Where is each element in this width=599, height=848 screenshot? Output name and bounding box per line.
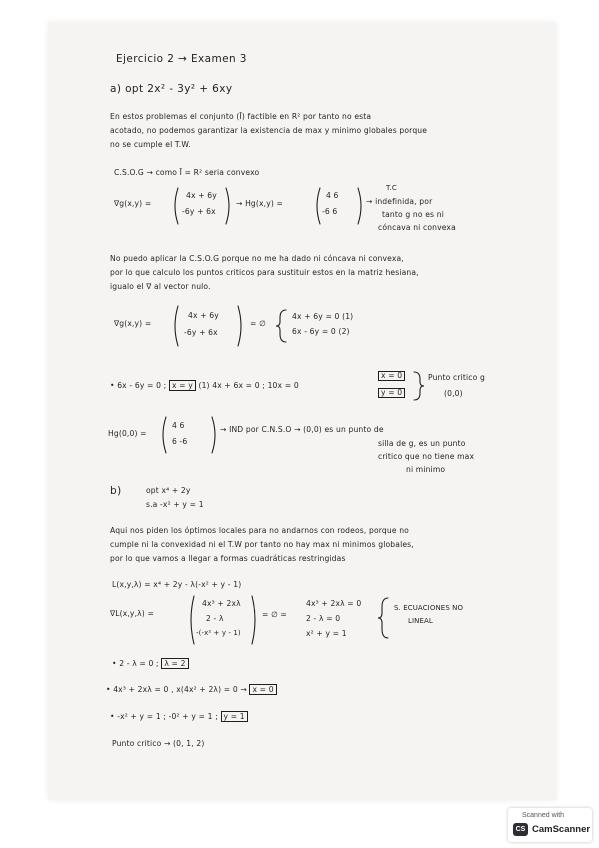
hg-result-2: silla de g, es un punto xyxy=(378,439,466,448)
part-b-para-3: por lo que vamos a llegar a formas cuadráticas restringidas xyxy=(110,554,346,563)
gradient2-equals-zero: = ∅ xyxy=(250,319,266,328)
exercise-title: Ejercicio 2 → Examen 3 xyxy=(116,53,247,65)
indefinite-note-3: cóncava ni convexa xyxy=(378,223,456,232)
system-brace xyxy=(276,308,290,344)
step-3 xyxy=(110,713,248,721)
tc-note: T.C xyxy=(386,184,397,192)
intro-line-1: En estos problemas el conjunto (Ī) factible en R² por tanto no esta xyxy=(110,112,372,121)
para2-line-1: No puedo aplicar la C.S.O.G porque no me ha dado ni cóncava ni convexa, xyxy=(110,254,404,263)
hg-result-4: ni minimo xyxy=(406,465,446,474)
critical-point-brace xyxy=(414,370,428,402)
hg-result-1: → IND por C.N.S.O → (0,0) es un punto de xyxy=(220,425,384,434)
gradient2-label: ∇g(x,y) = xyxy=(114,319,152,328)
scanned-page xyxy=(48,22,556,800)
gradient2-row-2: -6y + 6x xyxy=(184,328,218,337)
part-b-constraint: s.a -x² + y = 1 xyxy=(146,500,204,509)
gradient-row-2: -6y + 6x xyxy=(182,207,216,216)
equation-1: 4x + 6y = 0 (1) xyxy=(292,312,354,321)
step-1 xyxy=(112,660,189,668)
para2-line-3: igualo el ∇ al vector nulo. xyxy=(110,282,211,291)
part-b-para-2: cumple ni la convexidad ni el T.W por tanto no hay max ni minimos globales, xyxy=(110,540,414,549)
step-1-box: λ = 2 xyxy=(161,658,188,669)
intro-line-2: acotado, no podemos garantizar la existencia de max y minimo globales porque xyxy=(110,126,428,135)
gradient-label: ∇g(x,y) = xyxy=(114,199,152,208)
lagrangian-gradient-row-3: -(-x² + y - 1) xyxy=(196,629,241,637)
lagrangian: L(x,y,λ) = x⁴ + 2y - λ(-x² + y - 1) xyxy=(112,580,242,589)
critical-point-value: (0,0) xyxy=(444,389,463,398)
camscanner-logo-icon: CS xyxy=(513,823,528,836)
system-eq-1: 4x³ + 2xλ = 0 xyxy=(306,599,362,608)
step-2 xyxy=(106,686,277,694)
gradient-row-1: 4x + 6y xyxy=(186,191,217,200)
solve-box-x-eq-0: x = 0 xyxy=(378,371,405,381)
indefinite-note-2: tanto g no es ni xyxy=(382,210,444,219)
system-eq-3: x² + y = 1 xyxy=(306,629,347,638)
hessian-row-1: 4 6 xyxy=(326,191,339,200)
camscanner-brand: CamScanner xyxy=(532,824,591,835)
hessian-row-2: -6 6 xyxy=(322,207,338,216)
lagrangian-gradient-label: ∇L(x,y,λ) = xyxy=(110,609,154,618)
para2-line-2: por lo que calculo los puntos criticos para sustituir estos en la matriz hesiana, xyxy=(110,268,419,277)
solve-line xyxy=(110,382,299,390)
gradient2-row-1: 4x + 6y xyxy=(188,311,219,320)
csog-line: C.S.O.G → como Ī = R² seria convexo xyxy=(114,168,260,177)
part-b-para-1: Aqui nos piden los óptimos locales para no andarnos con rodeos, porque no xyxy=(110,526,409,535)
part-b-objective: opt x⁴ + 2y xyxy=(146,486,191,495)
hessian-brackets xyxy=(314,186,364,226)
hg-result-3: critico que no tiene max xyxy=(378,452,475,461)
intro-line-3: no se cumple el T.W. xyxy=(110,140,191,149)
step-3-text: • -x² + y = 1 ; -0² + y = 1 ; xyxy=(110,712,218,721)
step-3-box: y = 1 xyxy=(221,711,248,722)
lagrangian-gradient-row-1: 4x³ + 2xλ xyxy=(202,599,241,608)
solve-text-1: • 6x - 6y = 0 ; xyxy=(110,381,167,390)
system-note-2: LINEAL xyxy=(408,617,433,625)
system-note-1: S. ECUACIONES NO xyxy=(394,604,464,612)
scanned-with-text: Scanned with xyxy=(522,812,565,819)
hessian-label: → Hg(x,y) = xyxy=(236,199,284,208)
critical-point-label: Punto critico g xyxy=(428,373,485,382)
indefinite-note-1: → indefinida, por xyxy=(366,197,433,206)
lagrangian-equals-zero: = ∅ = xyxy=(262,610,287,619)
solve-text-2: (1) 4x + 6x = 0 ; 10x = 0 xyxy=(198,381,299,390)
step-1-text: • 2 - λ = 0 ; xyxy=(112,659,159,668)
system-brace-b xyxy=(378,596,392,640)
solve-box-x-eq-y: x = y xyxy=(169,380,196,391)
step-2-box: x = 0 xyxy=(249,684,276,695)
hg-row-2: 6 -6 xyxy=(172,437,188,446)
equation-2: 6x - 6y = 0 (2) xyxy=(292,327,350,336)
step-2-text: • 4x³ + 2xλ = 0 , x(4x² + 2λ) = 0 → xyxy=(106,685,247,694)
hg-row-1: 4 6 xyxy=(172,421,185,430)
solve-box-y-eq-0: y = 0 xyxy=(378,388,405,398)
camscanner-badge xyxy=(508,808,592,842)
final-critical-point: Punto critico → (0, 1, 2) xyxy=(112,739,205,748)
part-a-heading: a) opt 2x² - 3y² + 6xy xyxy=(110,83,233,95)
lagrangian-gradient-row-2: 2 - λ xyxy=(206,614,224,623)
system-eq-2: 2 - λ = 0 xyxy=(306,614,341,623)
hg-label: Hg(0,0) = xyxy=(108,429,147,438)
part-b-heading: b) xyxy=(110,485,122,497)
hg-brackets xyxy=(160,415,218,455)
